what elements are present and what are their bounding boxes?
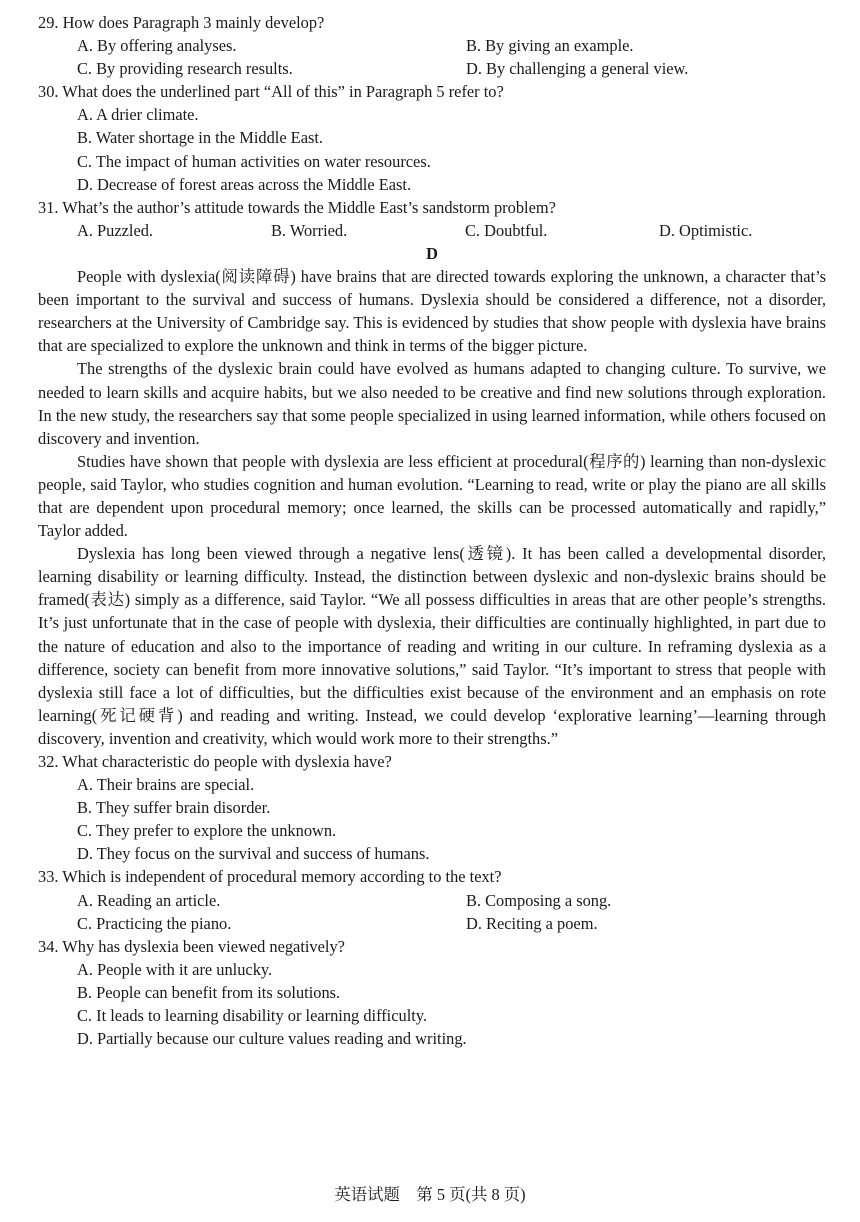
question-30-option-c: C. The impact of human activities on water resources. [77, 151, 431, 171]
question-34-option-d: D. Partially because our culture values reading and writing. [77, 1029, 467, 1049]
passage-paragraph-2: The strengths of the dyslexic brain could have evolved as humans adapted to changing culture. To survive, we needed to learn skills and acquire habits, but we also needed to be creative and find new solutions through exploration. In the new study, the researchers say that some people specialized in using learned information, while others focused on discovery and invention. [38, 359, 826, 448]
question-33-option-c: C. Practicing the piano. [77, 913, 232, 933]
question-31-option-c: C. Doubtful. [465, 220, 548, 240]
passage-paragraph-1: People with dyslexia(阅读障碍) have brains that are directed towards exploring the unknown, a character that’s been important to the survival and success of humans. Dyslexia should be considered a difference, not a disorder, researchers at the University of Cambridge say. This is evidenced by studies that show people with dyslexia have brains that are specialized to explore the unknown and think in terms of the bigger picture. [38, 267, 826, 356]
question-29-option-c: C. By providing research results. [77, 59, 293, 79]
question-34-stem: 34. Why has dyslexia been viewed negatively? [38, 936, 345, 956]
question-31-stem: 31. What’s the author’s attitude towards the Middle East’s sandstorm problem? [38, 197, 556, 217]
question-31-option-d: D. Optimistic. [659, 220, 753, 240]
question-29-stem: 29. How does Paragraph 3 mainly develop? [38, 13, 325, 32]
question-30-option-a: A. A drier climate. [77, 105, 199, 125]
exam-page [38, 11, 826, 1050]
question-31-option-a: A. Puzzled. [77, 220, 154, 240]
question-33-stem: 33. Which is independent of procedural memory according to the text? [38, 867, 502, 887]
question-34-option-b: B. People can benefit from its solutions. [77, 982, 341, 1002]
question-33-options-row-1 [38, 889, 826, 912]
question-34-option-c: C. It leads to learning disability or learning difficulty. [77, 1006, 428, 1026]
question-30-option-d: D. Decrease of forest areas across the Middle East. [77, 174, 412, 194]
question-32-stem: 32. What characteristic do people with dyslexia have? [38, 752, 392, 771]
question-33-option-d: D. Reciting a poem. [466, 913, 598, 933]
question-29-option-a: A. By offering analyses. [77, 36, 237, 56]
question-33-option-a: A. Reading an article. [77, 890, 221, 910]
question-32-option-c: C. They prefer to explore the unknown. [77, 821, 337, 841]
question-32-option-b: B. They suffer brain disorder. [77, 798, 271, 818]
question-29-options-row-2 [38, 57, 826, 80]
passage-paragraph-3: Studies have shown that people with dyslexia are less efficient at procedural(程序的) learning than non-dyslexic people, said Taylor, who studies cognition and human evolution. “Learning to read, write or play the piano are all skills that are dependent upon procedural memory; once learned, the skills can be processed automatically and rapidly,” Taylor added. [38, 451, 826, 541]
question-31-options [38, 219, 826, 242]
page-footer: 英语试题 第 5 页(共 8 页) [334, 1185, 526, 1204]
question-31-option-b: B. Worried. [271, 220, 348, 240]
question-30-option-b: B. Water shortage in the Middle East. [77, 128, 324, 148]
question-29-options-row-1 [38, 34, 826, 57]
question-33-options-row-2 [38, 912, 826, 935]
section-heading: D [426, 243, 438, 263]
question-30-stem: 30. What does the underlined part “All of this” in Paragraph 5 refer to? [38, 82, 504, 102]
question-33-option-b: B. Composing a song. [466, 890, 612, 910]
passage-paragraph-4: Dyslexia has long been viewed through a negative lens(透镜). It has been called a developmental disorder, learning disability or learning difficulty. Instead, the distinction between dyslexic and non-dyslexic brains should be framed(表达) simply as a difference, said Taylor. “We all possess difficulties in areas that are other people’s strengths. It’s just unfortunate that in the case of people with dyslexia, their difficulties are continually highlighted, in part due to the nature of education and also to the importance of reading and writing in our culture. In reframing dyslexia as a difference, society can benefit from more innovative solutions,” said Taylor. “It’s important to stress that people with dyslexia still face a lot of difficulties, but the difficulties exist because of the environment and an emphasis on rote learning(死记硬背) and reading and writing. Instead, we could develop ‘explorative learning’—learning through discovery, invention and creativity, which would work more to their strengths.” [38, 544, 826, 748]
question-29-option-b: B. By giving an example. [466, 36, 634, 56]
question-32-option-a: A. Their brains are special. [77, 775, 255, 795]
question-32-option-d: D. They focus on the survival and success of humans. [77, 844, 430, 864]
question-34-option-a: A. People with it are unlucky. [77, 959, 273, 979]
question-29-option-d: D. By challenging a general view. [466, 59, 689, 79]
